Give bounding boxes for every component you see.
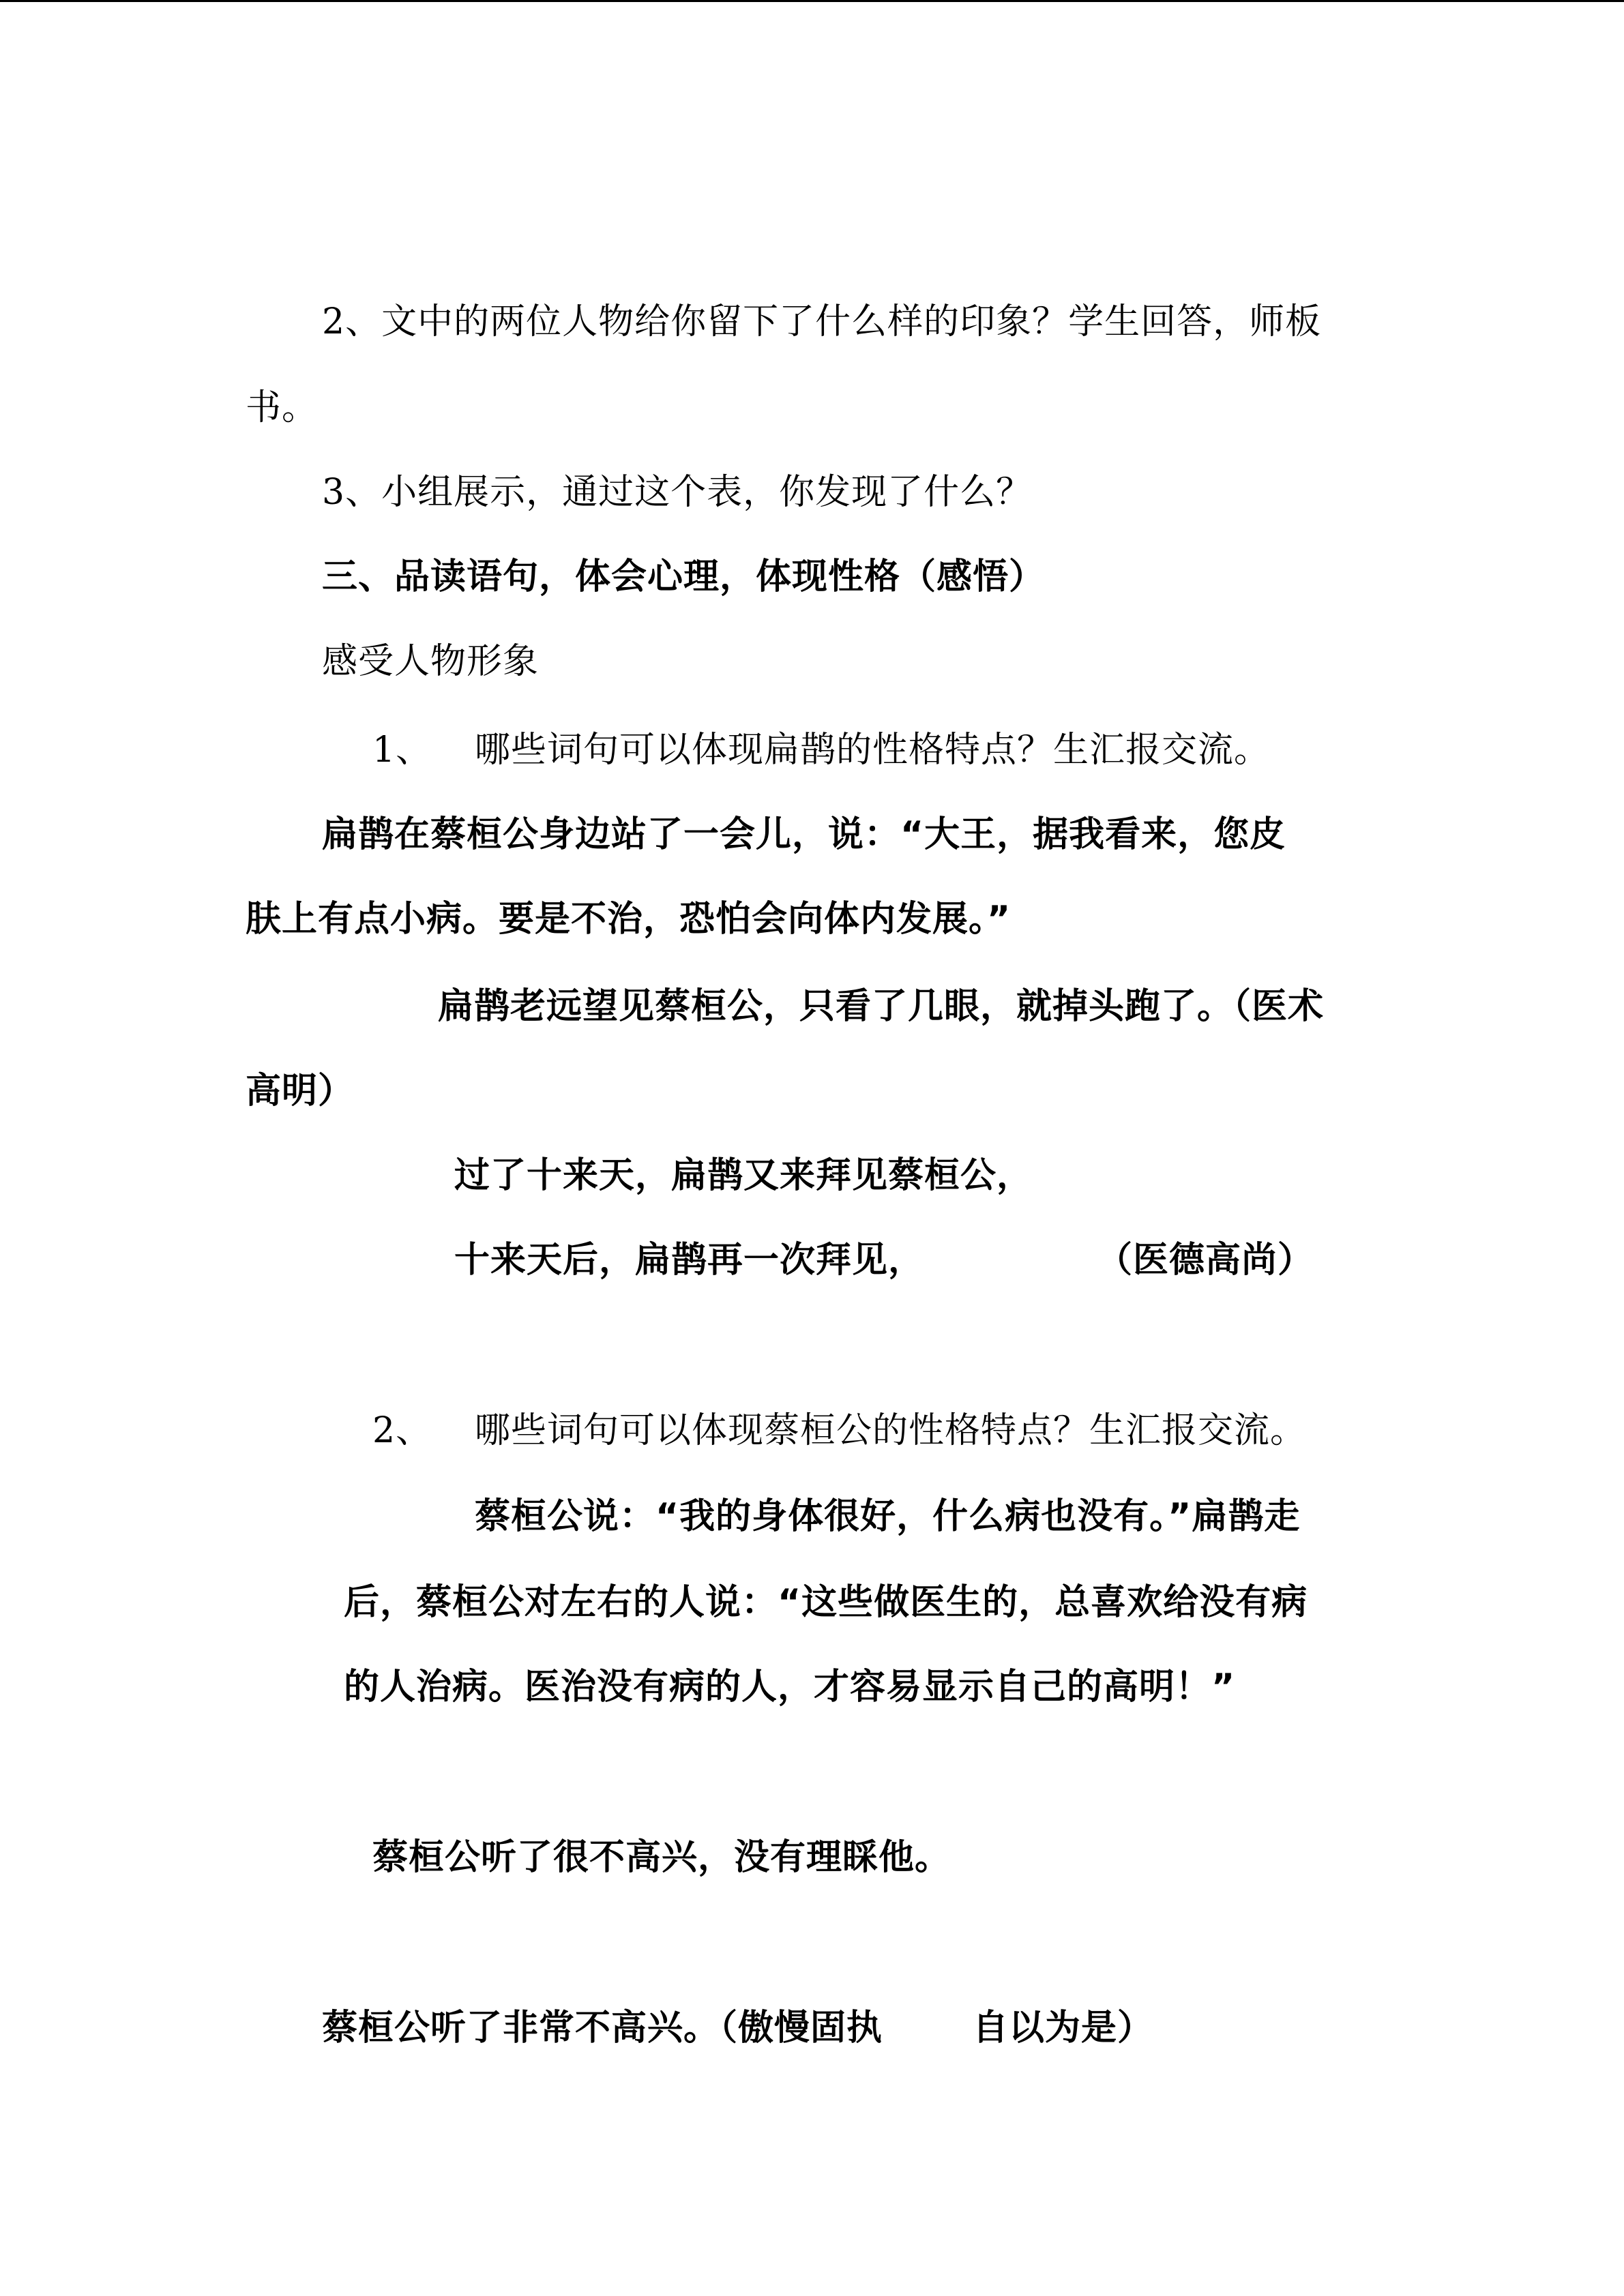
feel-characters-line: 感受人物形象 <box>322 641 540 682</box>
question-3: 3、小组展示，通过这个表，你发现了什么？ <box>322 472 1033 513</box>
item-1-number: 1、 <box>372 730 432 771</box>
question-2-line-2: 书。 <box>246 387 319 428</box>
quote-7-note: 自以为是） <box>973 2008 1154 2048</box>
quote-2-line-1: 扁鹊老远望见蔡桓公，只看了几眼，就掉头跑了。（医术 <box>438 986 1325 1027</box>
quote-4-note: （医德高尚） <box>1097 1240 1314 1281</box>
question-2-line-1: 2、文中的两位人物给你留下了什么样的印象？学生回答，师板 <box>322 301 1322 342</box>
quote-4: 十来天后，扁鹊再一次拜见， <box>454 1240 925 1281</box>
quote-2-line-2: 高明） <box>246 1071 355 1112</box>
item-2-number: 2、 <box>372 1410 432 1451</box>
quote-3: 过了十来天，扁鹊又来拜见蔡桓公， <box>454 1155 1033 1196</box>
quote-5-line-1: 蔡桓公说：“我的身体很好，什么病也没有。”扁鹊走 <box>475 1496 1301 1537</box>
page-top-border <box>0 0 1624 2</box>
quote-5-line-3: 的人治病。医治没有病的人，才容易显示自己的高明！” <box>344 1667 1236 1708</box>
quote-1-line-1: 扁鹊在蔡桓公身边站了一会儿，说：“大王，据我看来，您皮 <box>322 814 1286 855</box>
quote-7: 蔡桓公听了非常不高兴。（傲慢固执 <box>322 2008 883 2048</box>
quote-6: 蔡桓公听了很不高兴，没有理睬他。 <box>372 1837 951 1878</box>
quote-1-line-2: 肤上有点小病。要是不治，恐怕会向体内发展。” <box>246 899 1012 940</box>
section-3-heading: 三、品读语句，体会心理，体现性格（感悟） <box>322 556 1046 597</box>
quote-5-line-2: 后，蔡桓公对左右的人说：“这些做医生的，总喜欢给没有病 <box>344 1582 1308 1623</box>
item-2-question: 哪些词句可以体现蔡桓公的性格特点？生汇报交流。 <box>475 1410 1307 1451</box>
item-1-question: 哪些词句可以体现扁鹊的性格特点？生汇报交流。 <box>475 730 1271 771</box>
